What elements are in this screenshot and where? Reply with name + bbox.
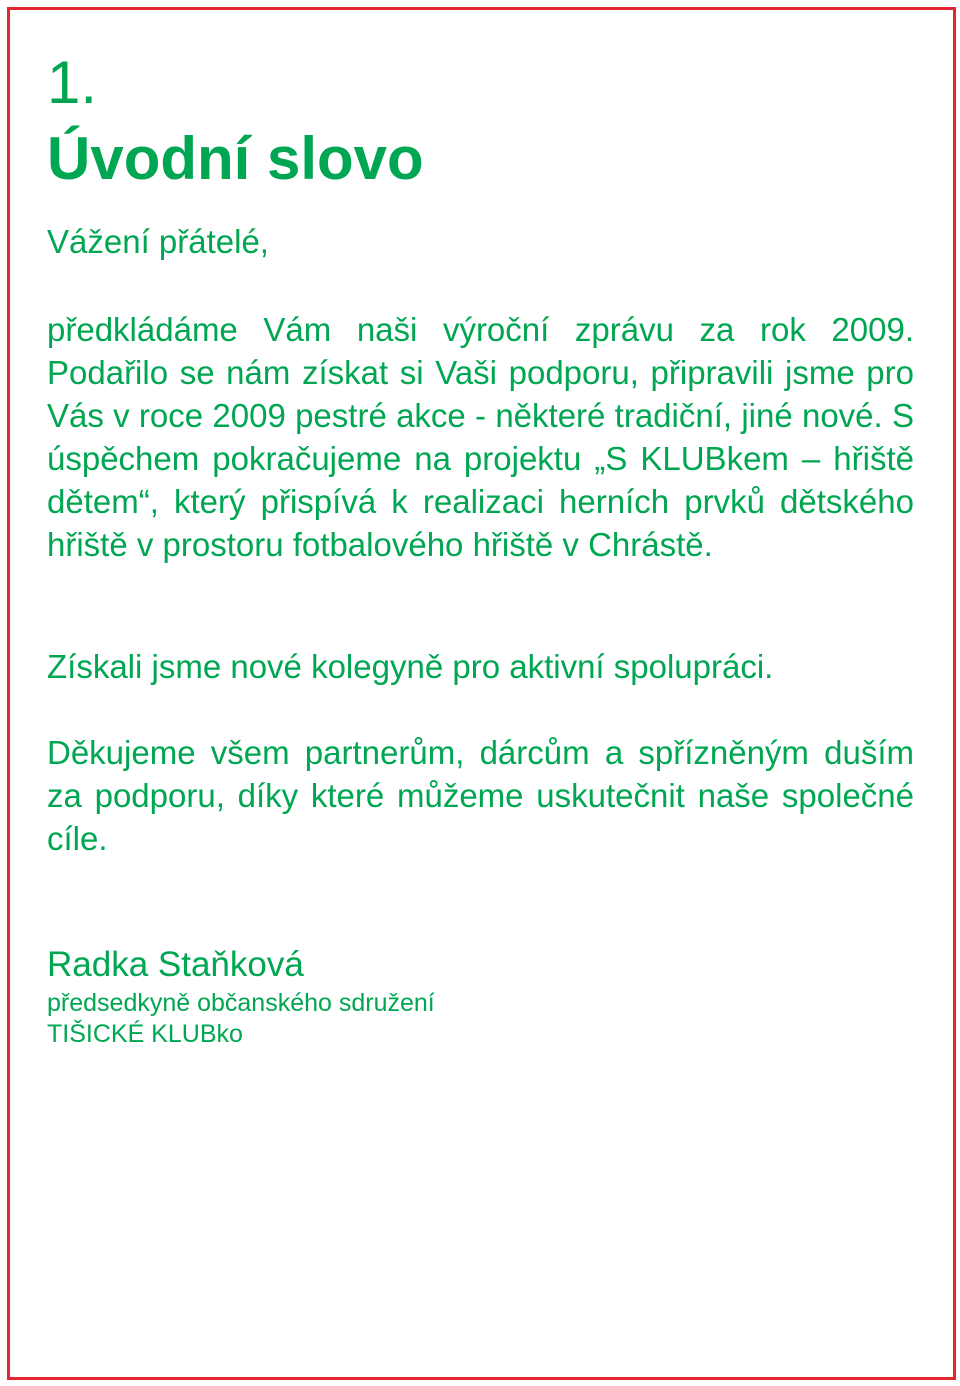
chapter-title: Úvodní slovo bbox=[47, 125, 424, 192]
greeting: Vážení přátelé, bbox=[47, 223, 269, 260]
chapter-number: 1. bbox=[47, 49, 98, 116]
paragraph-colleagues: Získali jsme nové kolegyně pro aktivní spolupráci. bbox=[47, 648, 774, 685]
page-border-frame bbox=[7, 7, 956, 1380]
signature-organization: TIŠICKÉ KLUBko bbox=[47, 1020, 243, 1048]
signature-role: předsedkyně občanského sdružení bbox=[47, 989, 435, 1017]
paragraph-thanks: Děkujeme všem partnerům, dárcům a spřízněným duším za podporu, díky které můžeme uskutečnit naše společné cíle. bbox=[47, 734, 914, 857]
signature-name: Radka Staňková bbox=[47, 945, 304, 984]
paragraph-intro: předkládáme Vám naši výroční zprávu za rok 2009. Podařilo se nám získat si Vaši podporu, připravili jsme pro Vás v roce 2009 pestré akce - některé tradiční, jiné nové. S úspěchem pokračujeme na projektu „S KLUBkem – hřiště dětem“, který přispívá k realizaci herních prvků dětského hřiště v prostoru fotbalového hřiště v Chrástě. bbox=[47, 311, 914, 563]
